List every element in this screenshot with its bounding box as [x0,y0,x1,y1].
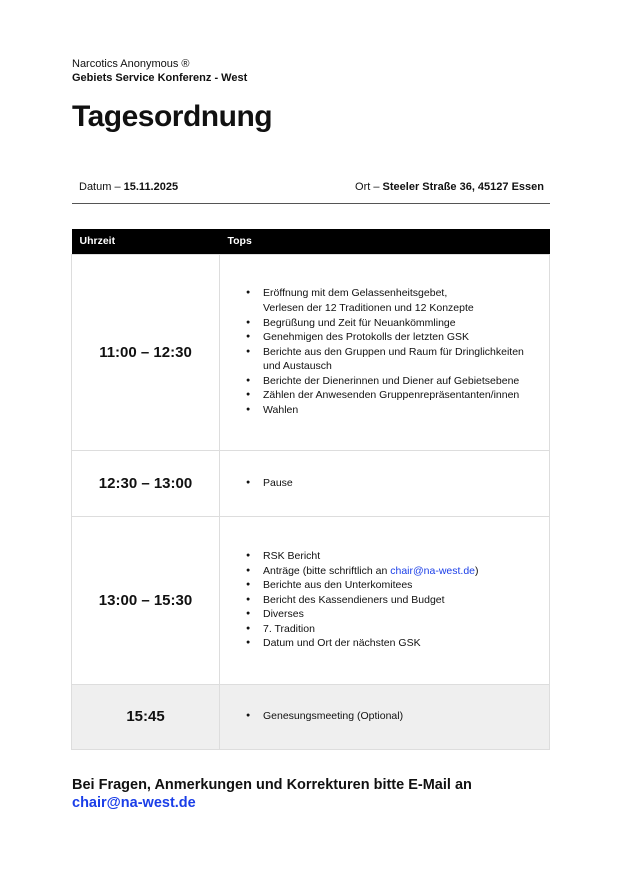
place-info [355,181,544,193]
date-label: Datum – [79,181,121,193]
column-header-time: Uhrzeit [72,229,220,254]
time-slot: 13:00 – 15:30 [72,516,220,684]
footer-text: Bei Fragen, Anmerkungen und Korrekturen bitte E-Mail an [72,777,472,793]
list-item: ● Bericht des Kassendieners und Budget [246,593,549,608]
list-item: ● Berichte aus den Unterkomitees [246,578,549,593]
footer-email-link[interactable]: chair@na-west.de [72,795,196,811]
table-row [72,450,550,516]
place-value: Steeler Straße 36, 45127 Essen [382,181,544,193]
divider [72,203,550,204]
date-info [79,181,178,193]
list-item: ● Datum und Ort der nächsten GSK [246,636,549,651]
page-title: Tagesordnung [72,100,273,133]
agenda-items [220,254,550,450]
org-subtitle: Gebiets Service Konferenz - West [72,72,248,84]
list-item: ● Diverses [246,607,549,622]
table-row [72,516,550,684]
agenda-items [220,450,550,516]
time-slot: 11:00 – 12:30 [72,254,220,450]
org-name: Narcotics Anonymous ® [72,58,190,70]
place-label: Ort – [355,181,380,193]
time-slot: 15:45 [72,684,220,749]
list-item: ● Berichte aus den Gruppen und Raum für Dringlichkeiten und Austausch [246,345,549,374]
email-link[interactable]: chair@na-west.de [390,564,476,577]
table-row [72,254,550,450]
list-item: ● Zählen der Anwesenden Gruppenrepräsentanten/innen [246,388,549,403]
time-slot: 12:30 – 13:00 [72,450,220,516]
list-item: ● 7. Tradition [246,622,549,637]
list-item: ● Anträge (bitte schriftlich an chair@na-west.de) [246,564,549,579]
agenda-items [220,684,550,749]
agenda-items [220,516,550,684]
list-item: ● Berichte der Dienerinnen und Diener auf Gebietsebene [246,374,549,389]
list-item: ● Pause [246,476,549,491]
table-row [72,684,550,749]
list-item: ● Eröffnung mit dem Gelassenheitsgebet, Verlesen der 12 Traditionen und 12 Konzepte [246,286,549,315]
date-value: 15.11.2025 [123,181,179,193]
list-item: ● Genesungsmeeting (Optional) [246,709,549,724]
list-item: ● Genehmigen des Protokolls der letzten GSK [246,330,549,345]
agenda-table [71,229,550,750]
list-item: ● RSK Bericht [246,549,549,564]
contact-footer [72,776,472,812]
list-item: ● Wahlen [246,403,549,418]
organization-header [72,57,247,85]
table-header-row [72,229,550,254]
meeting-meta [72,181,550,193]
list-item: ● Begrüßung und Zeit für Neuankömmlinge [246,316,549,331]
column-header-tops: Tops [220,229,550,254]
